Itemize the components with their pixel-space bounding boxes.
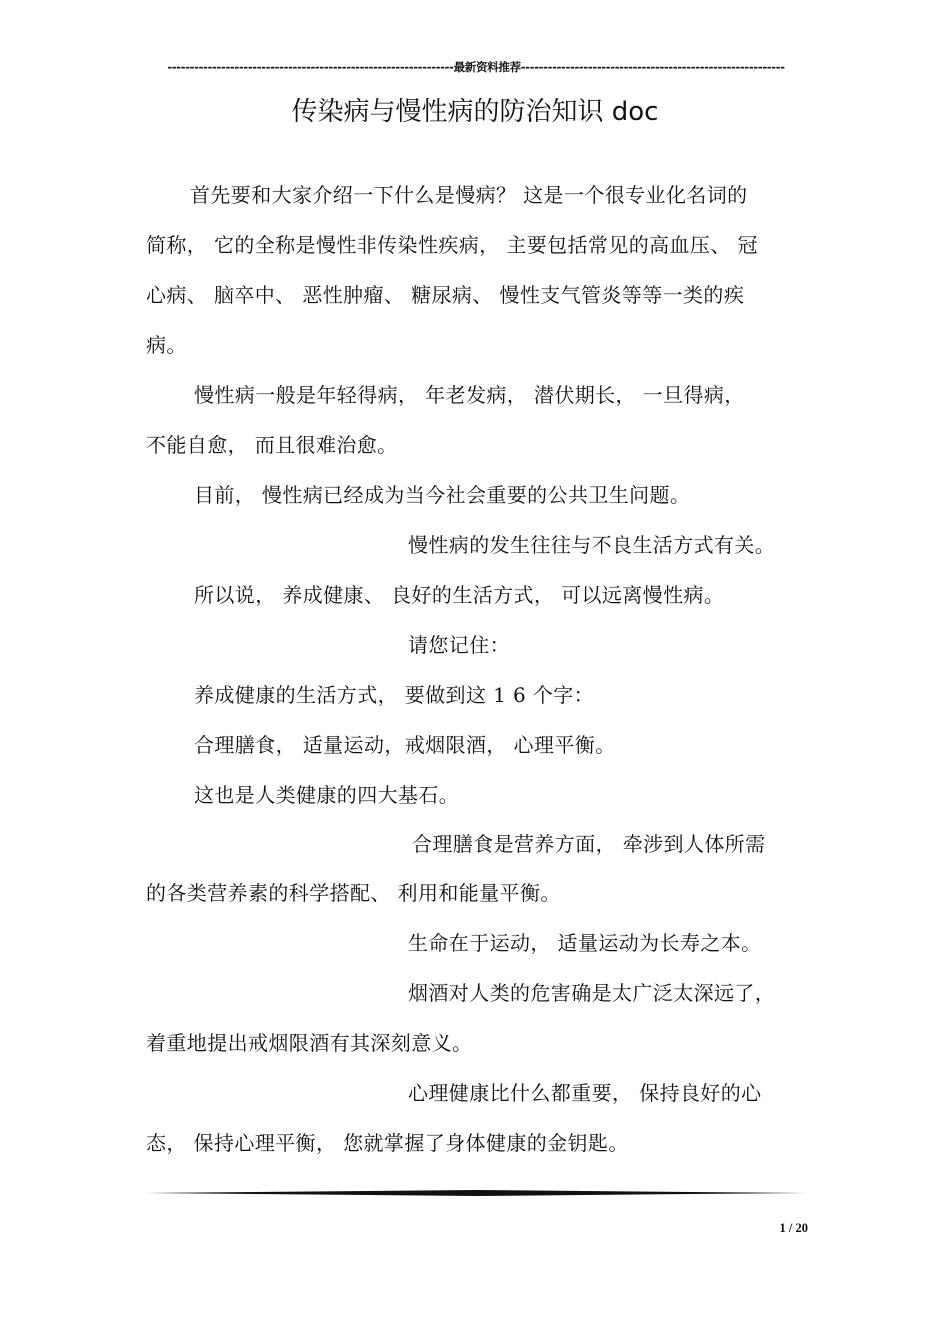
page-header: ----------------------------------------------------------------最新资料推荐----------------------------------------------------------- bbox=[167, 60, 785, 74]
body-line: 目前， 慢性病已经成为当今社会重要的公共卫生问题。 bbox=[194, 483, 691, 507]
body-line: 养成健康的生活方式， 要做到这 1 6 个字： bbox=[194, 683, 595, 707]
body-line: 请您记住： bbox=[408, 633, 510, 657]
document-title: 传染病与慢性病的防治知识 doc bbox=[291, 97, 659, 127]
body-line: 所以说， 养成健康、 良好的生活方式， 可以远离慢性病。 bbox=[194, 583, 725, 607]
body-line: 这也是人类健康的四大基石。 bbox=[194, 783, 460, 807]
body-line: 的各类营养素的科学搭配、 利用和能量平衡。 bbox=[146, 881, 561, 905]
body-line: 心理健康比什么都重要， 保持良好的心 bbox=[408, 1081, 762, 1105]
body-line: 态， 保持心理平衡， 您就掌握了身体健康的金钥匙。 bbox=[146, 1131, 629, 1155]
body-line: 不能自愈， 而且很难治愈。 bbox=[146, 433, 398, 457]
body-line: 首先要和大家介绍一下什么是慢病？ 这是一个很专业化名词的 bbox=[190, 183, 748, 207]
body-line: 简称， 它的全称是慢性非传染性疾病， 主要包括常见的高血压、 冠 bbox=[146, 233, 758, 257]
body-line: 生命在于运动， 适量运动为长寿之本。 bbox=[408, 931, 762, 955]
body-line: 慢性病一般是年轻得病， 年老发病， 潜伏期长， 一旦得病， bbox=[194, 383, 745, 407]
body-line: 心病、 脑卒中、 恶性肿瘤、 糖尿病、 慢性支气管炎等等一类的疾 bbox=[146, 283, 745, 307]
page-number: 1 / 20 bbox=[779, 1221, 808, 1235]
footer-rule bbox=[146, 1190, 806, 1196]
body-line: 合理膳食是营养方面， 牵涉到人体所需 bbox=[412, 832, 766, 856]
body-line: 烟酒对人类的危害确是太广泛太深远了， bbox=[408, 981, 776, 1005]
body-line: 着重地提出戒烟限酒有其深刻意义。 bbox=[146, 1031, 473, 1055]
body-line: 合理膳食， 适量运动，戒烟限酒， 心理平衡。 bbox=[194, 733, 616, 757]
body-line: 病。 bbox=[146, 333, 187, 357]
body-line: 慢性病的发生往往与不良生活方式有关。 bbox=[408, 533, 776, 557]
